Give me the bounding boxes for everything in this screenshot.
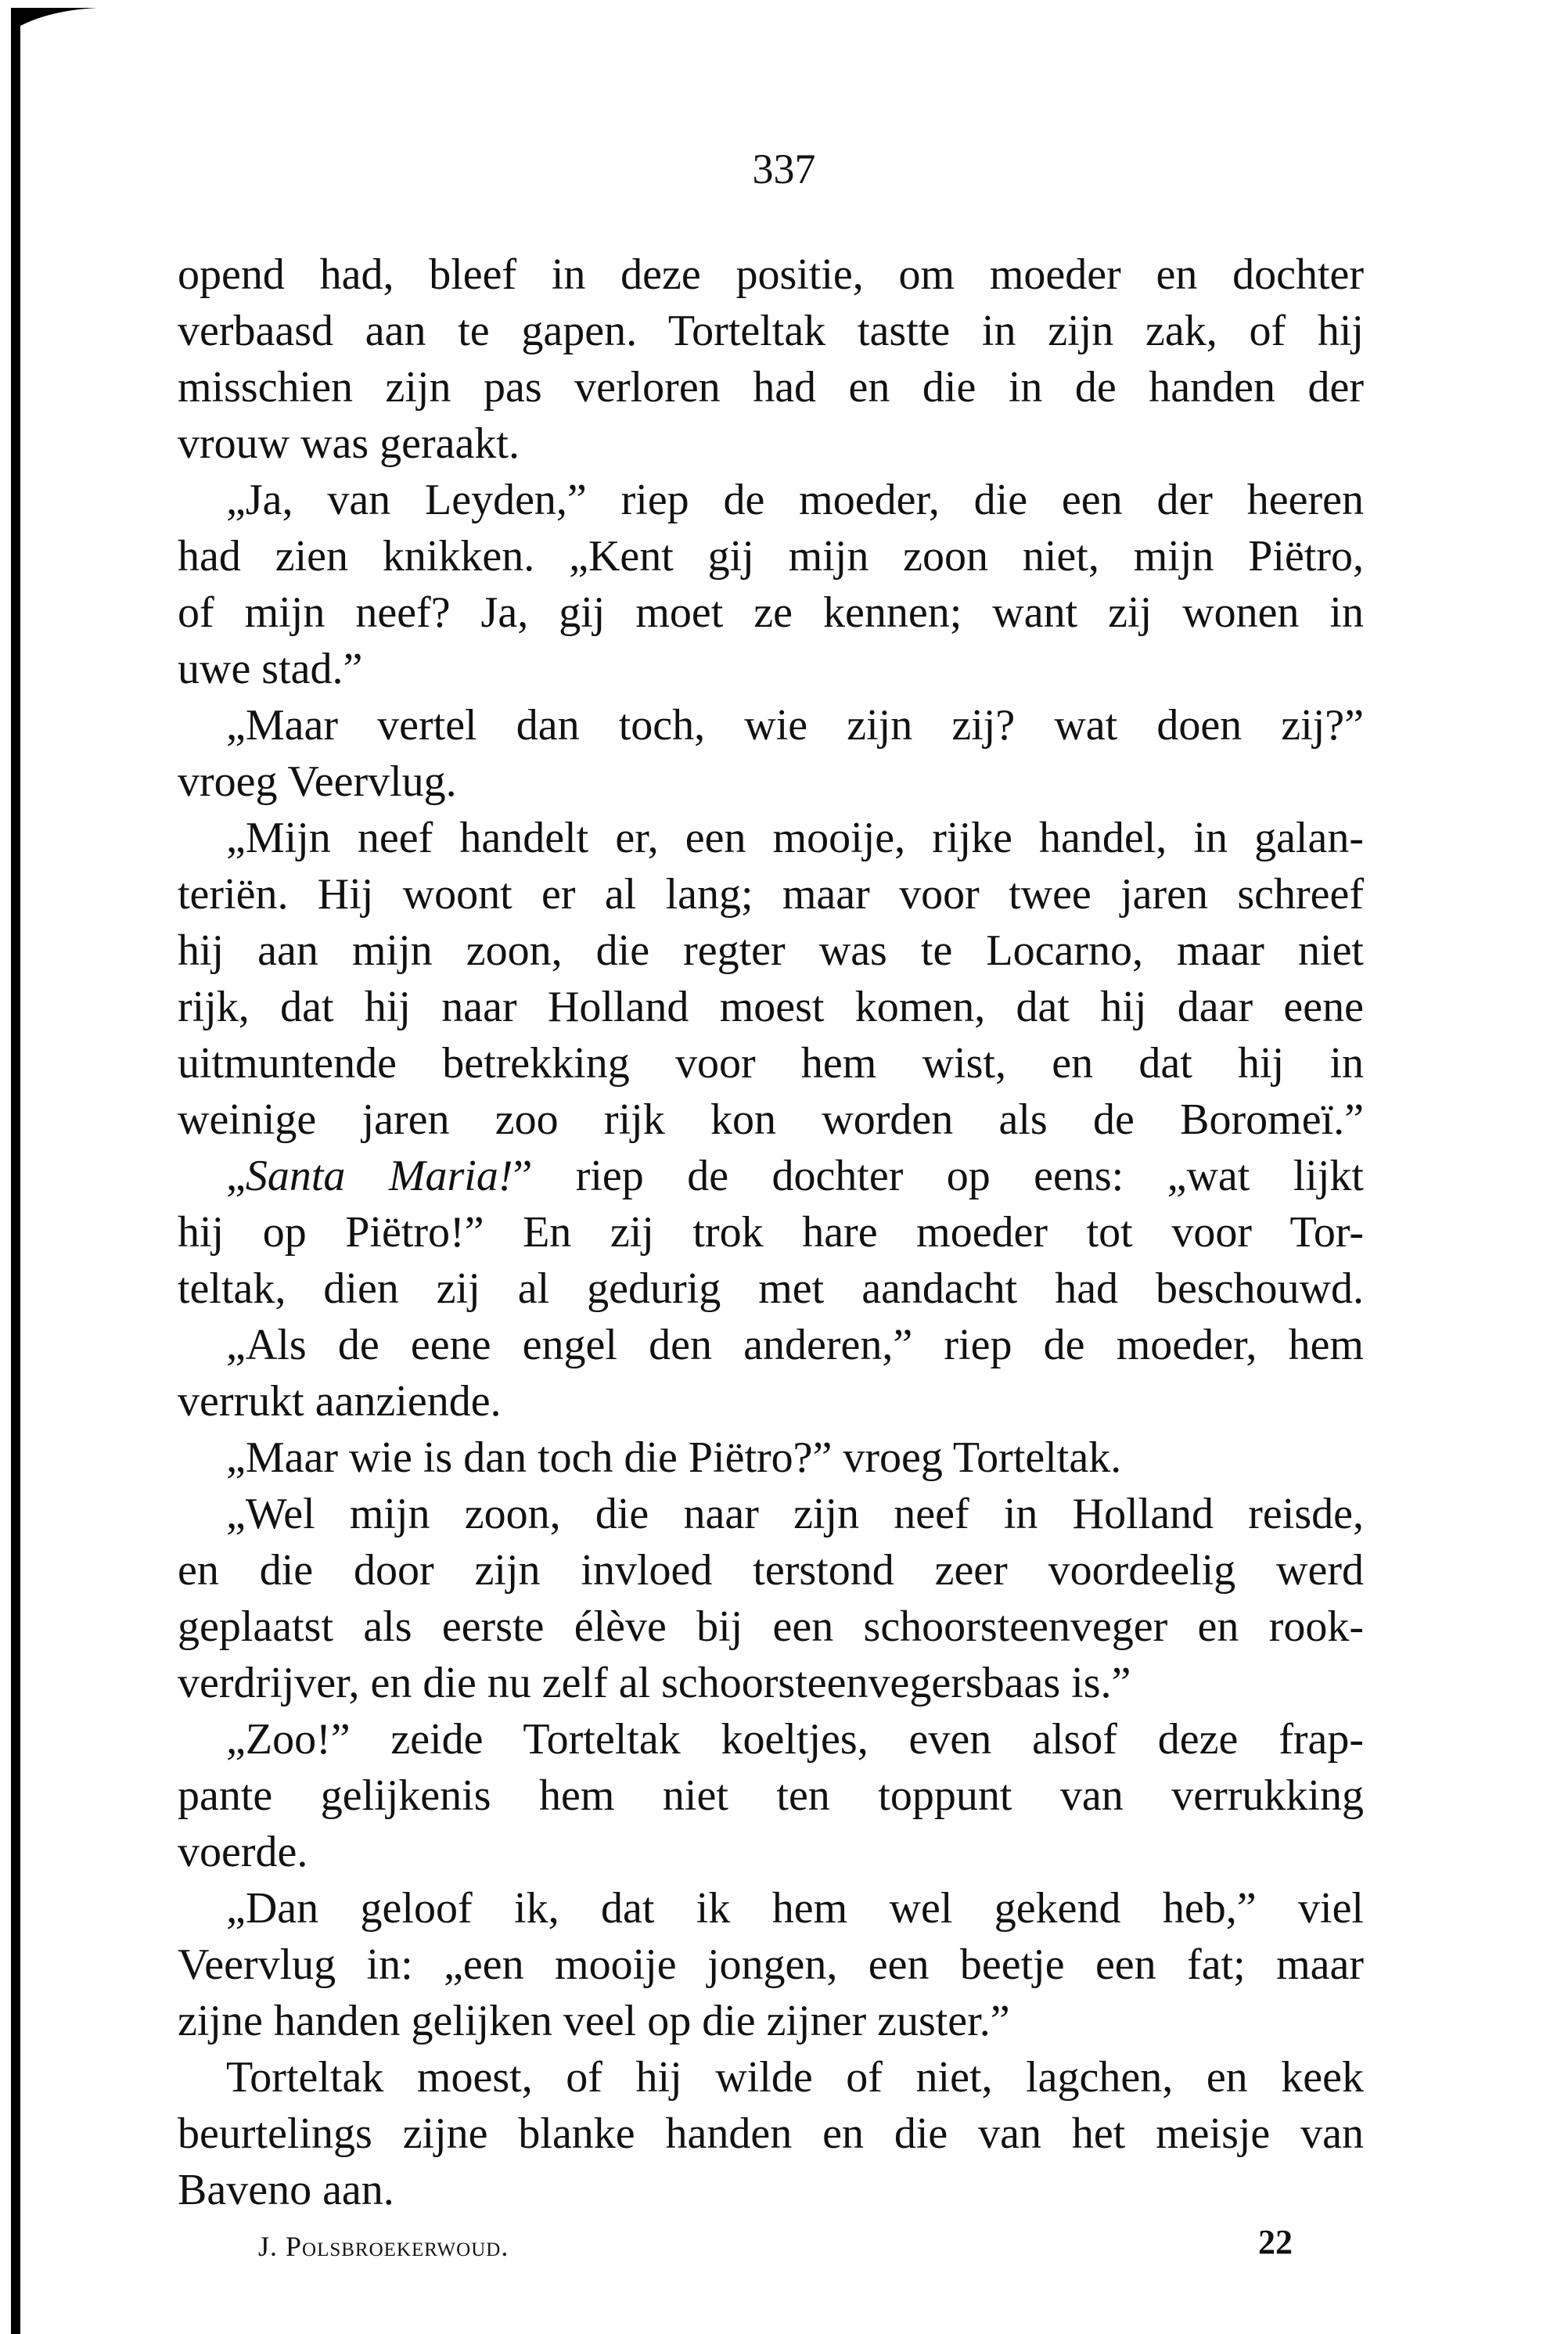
text-line: beurtelings zijne blanke handen en die van het meisje van [178,2109,1364,2158]
text-line: verdrijver, en die nu zelf al schoorsteenvegersbaas is.” [178,1659,1131,1707]
text-line: „Als de eene engel den anderen,” riep de moeder, hem [226,1321,1364,1369]
text-line: had zien knikken. „Kent gij mijn zoon niet, mijn Piëtro, [178,532,1364,581]
page-edge-border [11,14,20,2334]
text-line: „Mijn neef handelt er, een mooije, rijke handel, in galan- [226,814,1364,862]
text-line: of mijn neef? Ja, gij moet ze kennen; want zij wonen in [178,588,1364,637]
text-line: pante gelijkenis hem niet ten toppunt van verrukking [178,1771,1364,1820]
text-line: teriën. Hij woont er al lang; maar voor twee jaren schreef [178,870,1364,919]
text-line: opend had, bleef in deze positie, om moeder en dochter [178,250,1364,299]
text-line: hij aan mijn zoon, die regter was te Locarno, maar niet [178,926,1364,975]
text-line: vroeg Veervlug. [178,757,457,806]
italic-phrase: Santa Maria! [245,1152,513,1200]
text-line: „Zoo!” zeide Torteltak koeltjes, even alsof deze frap- [226,1715,1364,1764]
text-line: zijne handen gelijken veel op die zijner zuster.” [178,1997,1010,2045]
text-line: Torteltak moest, of hij wilde of niet, lagchen, en keek [226,2053,1364,2102]
text-line: misschien zijn pas verloren had en die in de handen der [178,363,1364,412]
page-corner [11,8,97,31]
text-line: Veervlug in: „een mooije jongen, een beetje een fat; maar [178,1940,1364,1989]
text-line: geplaatst als eerste élève bij een schoorsteenveger en rook- [178,1602,1364,1651]
text-line: „Dan geloof ik, dat ik hem wel gekend heb,” viel [226,1884,1364,1933]
footer-author: J. Polsbroekerwoud. [258,2231,509,2262]
text-line: teltak, dien zij al gedurig met aandacht had beschouwd. [178,1264,1364,1313]
text-line: uwe stad.” [178,645,363,693]
text-line: „Maar wie is dan toch die Piëtro?” vroeg Torteltak. [226,1433,1122,1482]
text-line: „Maar vertel dan toch, wie zijn zij? wat doen zij?” [226,701,1364,750]
quote-open: „ [226,1152,246,1200]
text-line: verrukt aanziende. [178,1377,502,1426]
text-line: voerde. [178,1828,308,1876]
text-line: uitmuntende betrekking voor hem wist, en dat hij in [178,1039,1364,1088]
body-text [178,246,1364,2218]
text-line: hij op Piëtro!” En zij trok hare moeder tot voor Tor- [178,1208,1364,1257]
text-line: en die door zijn invloed terstond zeer voordeelig werd [178,1546,1364,1595]
text-line: Baveno aan. [178,2166,394,2214]
page-number: 337 [752,146,816,192]
text-line: „Wel mijn zoon, die naar zijn neef in Holland reisde, [226,1490,1364,1538]
text-line: „Ja, van Leyden,” riep de moeder, die een der heeren [226,476,1364,524]
line-rest: ” riep de dochter op eens: „wat lijkt [512,1152,1364,1200]
signature-mark: 22 [1258,2223,1293,2261]
text-line: verbaasd aan te gapen. Torteltak tastte in zijn zak, of hij [178,307,1364,355]
text-line: weinige jaren zoo rijk kon worden als de Boromeï.” [178,1095,1364,1144]
text-line: rijk, dat hij naar Holland moest komen, dat hij daar eene [178,983,1364,1031]
text-line [178,1148,1364,1204]
text-line: vrouw was geraakt. [178,419,520,468]
